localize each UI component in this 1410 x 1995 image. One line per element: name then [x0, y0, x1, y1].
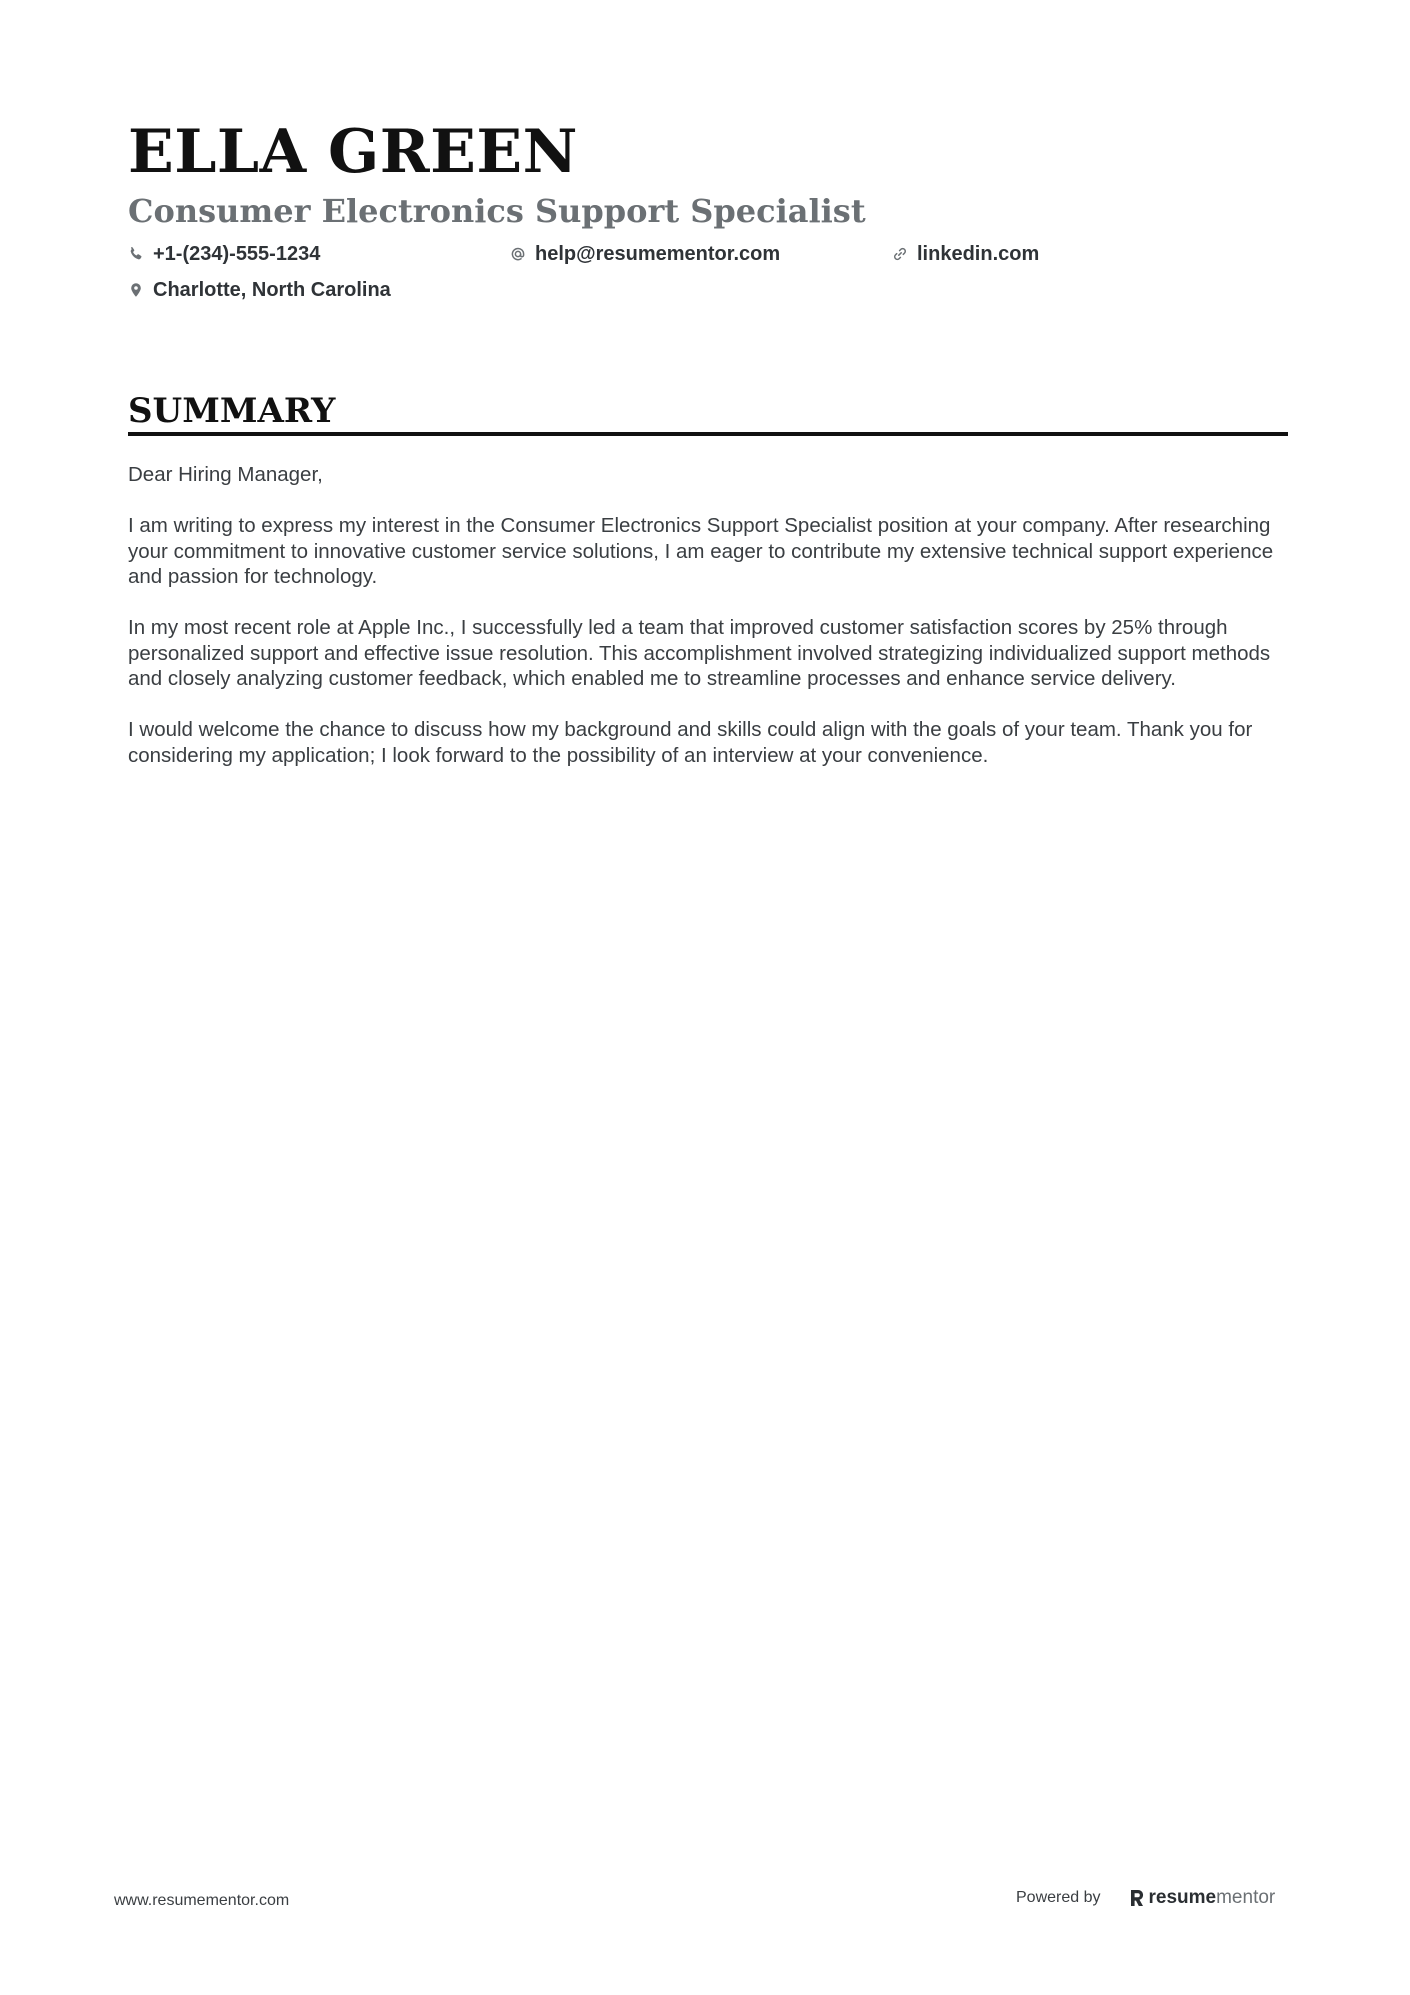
location-pin-icon: [128, 282, 144, 298]
brand-name-part1: resume: [1148, 1887, 1217, 1908]
section-heading-summary: SUMMARY: [128, 391, 336, 431]
paragraph: I am writing to express my interest in the Consumer Electronics Support Specialist position at your company. After researching your commitment to innovative customer service solutions, I am eager to contribute my extensive technical support experience and passion for technology.: [128, 514, 1274, 588]
brand-name-part2: mentor: [1216, 1887, 1276, 1908]
footer-branding: [1016, 1887, 1275, 1909]
resumementor-logo-icon: [1129, 1888, 1145, 1908]
section-divider: [128, 432, 1288, 436]
powered-by-label: Powered by: [1016, 1889, 1101, 1906]
contact-linkedin: [892, 241, 1039, 267]
contact-location: [128, 277, 391, 303]
link-icon: [892, 246, 908, 262]
contact-phone: [128, 241, 320, 267]
summary-body: [128, 462, 1293, 794]
candidate-name: ELLA GREEN: [128, 117, 578, 187]
job-title: Consumer Electronics Support Specialist: [128, 192, 866, 230]
linkedin-text[interactable]: linkedin.com: [917, 243, 1040, 265]
phone-icon: [128, 246, 144, 262]
at-icon: [510, 246, 526, 262]
paragraph: I would welcome the chance to discuss how my background and skills could align with the goals of your team. Thank you for considering my application; I look forward to the possibility of an interview at your convenience.: [128, 718, 1253, 767]
phone-text: +1-(234)-555-1234: [153, 243, 321, 265]
contact-email: [510, 241, 780, 267]
email-text[interactable]: help@resumementor.com: [535, 243, 781, 265]
brand-logo[interactable]: [1129, 1887, 1276, 1909]
paragraph: In my most recent role at Apple Inc., I successfully led a team that improved customer satisfaction scores by 25% through personalized support and effective issue resolution. This accomplishment involved strategizing individualized support methods and closely analyzing customer feedback, which enabled me to streamline processes and enhance service delivery.: [128, 616, 1271, 690]
salutation: Dear Hiring Manager,: [128, 463, 323, 486]
footer-website[interactable]: www.resumementor.com: [114, 1892, 290, 1909]
location-text: Charlotte, North Carolina: [153, 279, 391, 301]
